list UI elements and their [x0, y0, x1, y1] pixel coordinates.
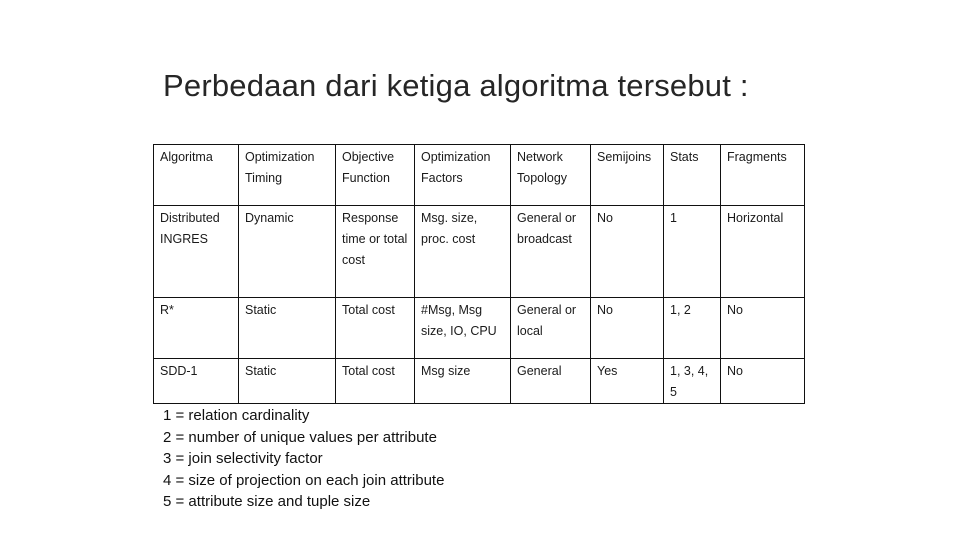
- table-cell: General or broadcast: [511, 206, 591, 298]
- note-item: 2 = number of unique values per attribute: [163, 428, 437, 446]
- table-cell: Msg size: [415, 359, 511, 404]
- table-cell: Total cost: [336, 298, 415, 359]
- table-cell: Response time or total cost: [336, 206, 415, 298]
- table-cell: No: [591, 298, 664, 359]
- table-cell: No: [721, 359, 805, 404]
- header-cell: Objective Function: [336, 145, 415, 206]
- table-cell: Static: [239, 359, 336, 404]
- header-cell: Stats: [664, 145, 721, 206]
- table-cell: 1, 2: [664, 298, 721, 359]
- comparison-table: [153, 144, 805, 404]
- table-cell: 1: [664, 206, 721, 298]
- table-cell: Yes: [591, 359, 664, 404]
- table-header-row: [154, 145, 805, 206]
- table-cell: No: [591, 206, 664, 298]
- header-cell: Network Topology: [511, 145, 591, 206]
- header-cell: Fragments: [721, 145, 805, 206]
- table-cell: #Msg, Msg size, IO, CPU: [415, 298, 511, 359]
- header-cell: Semijoins: [591, 145, 664, 206]
- header-cell: Algoritma: [154, 145, 239, 206]
- table-cell: R*: [154, 298, 239, 359]
- table-cell: Distributed INGRES: [154, 206, 239, 298]
- slide-title: Perbedaan dari ketiga algoritma tersebut :: [163, 68, 749, 103]
- header-cell: Optimization Timing: [239, 145, 336, 206]
- table-cell: General: [511, 359, 591, 404]
- table-cell: General or local: [511, 298, 591, 359]
- note-item: 5 = attribute size and tuple size: [163, 493, 371, 511]
- header-cell: Optimization Factors: [415, 145, 511, 206]
- note-item: 4 = size of projection on each join attribute: [163, 471, 445, 489]
- table-cell: Horizontal: [721, 206, 805, 298]
- table-row: [154, 359, 805, 404]
- table-cell: No: [721, 298, 805, 359]
- table-cell: Total cost: [336, 359, 415, 404]
- table-row: [154, 206, 805, 298]
- table-cell: Static: [239, 298, 336, 359]
- table-row: [154, 298, 805, 359]
- note-item: 1 = relation cardinality: [163, 407, 310, 424]
- note-item: 3 = join selectivity factor: [163, 450, 323, 468]
- legend-notes: [163, 405, 444, 513]
- table-cell: Dynamic: [239, 206, 336, 298]
- table-cell: SDD-1: [154, 359, 239, 404]
- table-cell: 1, 3, 4, 5: [664, 359, 721, 404]
- table-cell: Msg. size, proc. cost: [415, 206, 511, 298]
